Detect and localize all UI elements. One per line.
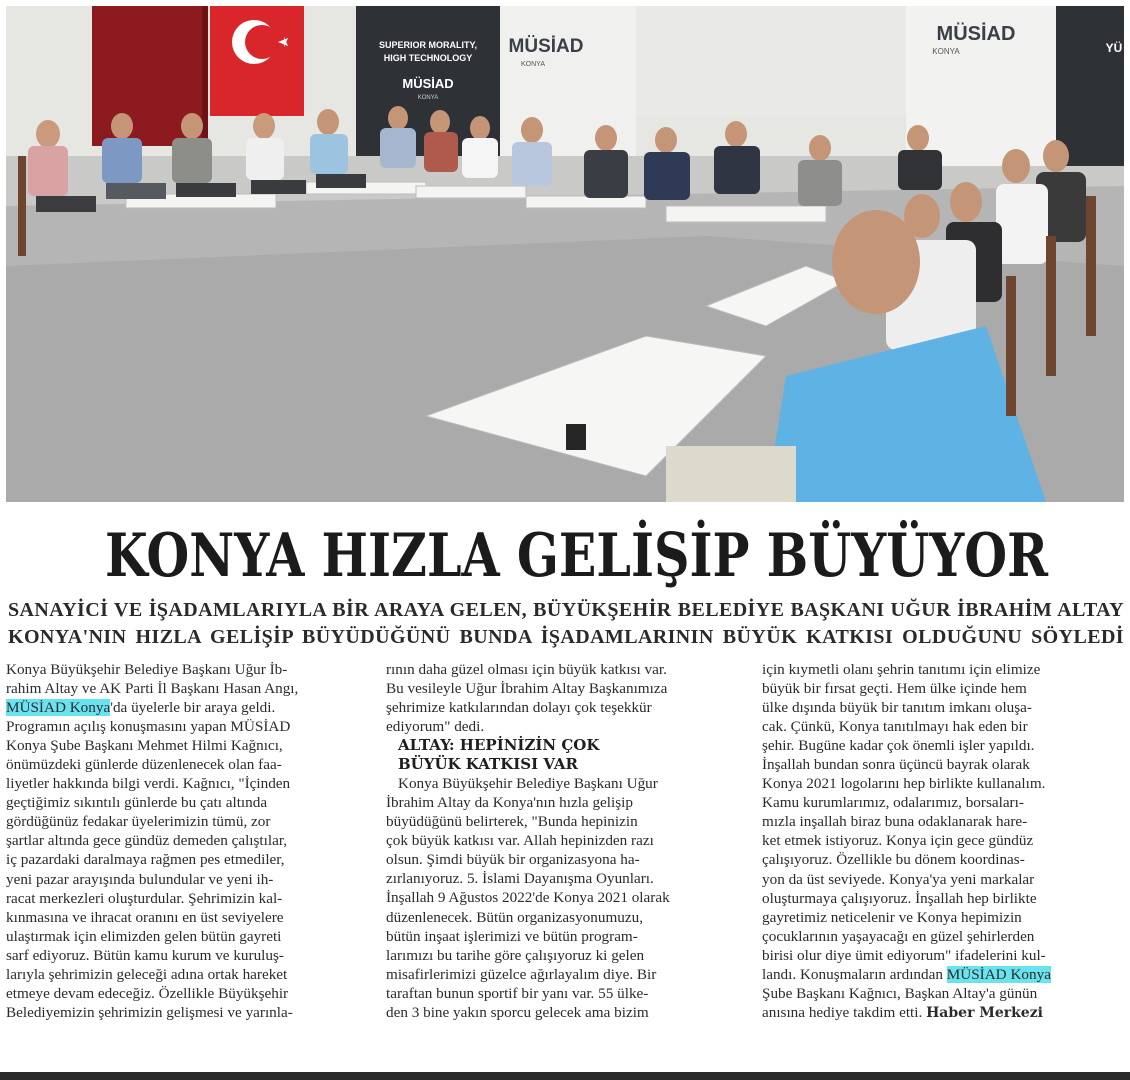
deck-line-1: SANAYİCİ VE İŞADAMLARIYLA BİR ARAYA GELEN, BÜYÜKŞEHİR BELEDİYE BAŞKANI UĞUR İBRAHİM ALTAY [8, 599, 1124, 621]
text-fragment: anısına hediye takdim etti. [762, 1003, 927, 1021]
text-line [6, 698, 370, 717]
text-line: misafirlerimizi güzelce ağırlayalım diye. Bir [386, 965, 657, 983]
text-line: liyetler hakkında bilgi verdi. Kağnıcı, "İçinden [6, 775, 291, 793]
highlighted-org-name: MÜSİAD Konya [6, 699, 111, 717]
wall-logo-right-sub: KONYA [932, 47, 960, 56]
text-line: cak. Çünkü, Konya tanıtılmayı hak eden bir [762, 718, 1028, 736]
text-line: ulaştırmak için elimizden gelen bütün gayreti [6, 927, 282, 945]
text-line: çocuklarının yaşayacağı en güzel şehirlerden [762, 927, 1035, 945]
text-line: şartlar altında gece gündüz demeden çalıştılar, [6, 832, 288, 850]
text-line: larıyla şehrimizin geleceği adına ortak hareket [6, 965, 288, 983]
wall-logo-musiad-sub: KONYA [521, 61, 545, 68]
banner-logo-small: MÜSİAD [402, 76, 454, 91]
text-line: sarf ediyoruz. Bütün kamu kurum ve kuruluş- [6, 946, 284, 964]
text-line [762, 1003, 1126, 1022]
subheading-line-1: ALTAY: HEPİNİZİN ÇOK [398, 736, 600, 755]
text-line: gördüğünüz fedakar üyelerimizin tümü, zor [6, 813, 271, 831]
text-fragment: 'da üyelerle bir araya geldi. [110, 699, 276, 717]
text-line: rahim Altay ve AK Parti İl Başkanı Hasan Angı, [6, 680, 299, 698]
text-line: çok büyük katkısı var. Allah hepinizden razı [386, 832, 654, 850]
wall-logo-musiad: MÜSİAD [508, 36, 584, 57]
text-line: geçtiğimiz sıkıntılı günlerde bu çatı altında [6, 794, 268, 812]
text-line: Konya Büyükşehir Belediye Başkanı Uğur [398, 775, 658, 793]
text-line: İnşallah 9 Ağustos 2022'de Konya 2021 olarak [386, 889, 670, 907]
highlighted-org-name: MÜSİAD Konya [946, 965, 1051, 983]
text-fragment: landı. Konuşmaların ardından [762, 965, 947, 983]
text-line: Bu vesileyle Uğur İbrahim Altay Başkanımıza [386, 680, 668, 698]
text-line: Kamu kurumlarımız, odalarımız, borsaları- [762, 794, 1024, 812]
meeting-photo-illustration [6, 6, 1124, 502]
text-line: racat merkezleri oluşturdular. Şehrimizin kal- [6, 889, 283, 907]
text-line: büyüdüğünü belirterek, "Bunda hepinizin [386, 813, 638, 831]
text-line: Belediyemizin şehrimizin gelişmesi ve yarınla- [6, 1003, 293, 1021]
deck [8, 597, 1124, 651]
text-line: çalışıyoruz. Özellikle bu dönem koordinas- [762, 851, 1025, 869]
article-column-3 [762, 660, 1126, 1022]
article-column-2 [386, 660, 750, 1022]
text-line: Konya 2021 logolarını hep birlikte kullanalım. [762, 775, 1046, 793]
banner-slogan-line-1: SUPERIOR MORALITY, [378, 40, 478, 50]
banner-right-edge-text: YÜ [1105, 41, 1123, 55]
text-line: olsun. Şimdi büyük bir organizasyona ha- [386, 851, 640, 869]
deck-line-2: KONYA'NIN HIZLA GELİŞİP BÜYÜDÜĞÜNÜ BUNDA İŞADAMLARININ BÜYÜK KATKISI OLDUĞUNU SÖYLEDİ [8, 626, 1124, 648]
text-line: kınmasına ve ihracat oranını en üst seviyelere [6, 908, 284, 926]
text-line: birisi olur diye ümit ediyorum" ifadelerini kul- [762, 946, 1046, 964]
text-line: rının daha güzel olması için büyük katkısı var. [386, 661, 667, 678]
text-line: yeni pazar arayışında bulundular ve yeni ih- [6, 870, 274, 888]
wall-logo-right: MÜSİAD [936, 23, 1016, 45]
text-line: oluşturmaya çalışıyoruz. İnşallah hep birlikte [762, 889, 1037, 907]
text-line: gayretimiz neticelenir ve Konya hepimizin [762, 908, 1022, 926]
text-line: ülke dışında büyük bir tanıtım imkanı oluşa- [762, 699, 1032, 717]
text-line: Programın açılış konuşmasını yapan MÜSİAD [6, 718, 291, 736]
text-line: bütün inşaat işlerimizi ve bütün program- [386, 927, 638, 945]
text-line: iç pazardaki daralmaya rağmen pes etmediler, [6, 851, 285, 869]
text-line: İbrahim Altay da Konya'nın hızla gelişip [386, 794, 633, 812]
text-line: ediyorum" dedi. [386, 718, 485, 736]
text-line: yon da üst seviyede. Konya'ya yeni markalar [762, 870, 1035, 888]
text-line: ket etmek istiyoruz. Konya için gece gündüz [762, 832, 1034, 850]
banner-slogan-line-2: HIGH TECHNOLOGY [383, 53, 473, 63]
article-column-1 [6, 660, 370, 1022]
text-line: düzenlenecek. Bütün organizasyonumuzu, [386, 908, 643, 926]
text-line: büyük bir fırsat geçti. Hem ülke içinde hem [762, 680, 1027, 698]
text-line: Şube Başkanı Kağnıcı, Başkan Altay'a günün [762, 984, 1038, 1002]
text-line: etmeye devam edeceğiz. Özellikle Büyükşehir [6, 984, 289, 1002]
text-line: zırlanıyoruz. 5. İslami Dayanışma Oyunları. [386, 870, 654, 888]
headline: KONYA HIZLA GELİŞİP BÜYÜYOR [104, 521, 1049, 591]
text-line: şehrimize katkılarından dolayı çok teşekkür [386, 699, 652, 717]
banner-logo-small-sub: KONYA [417, 95, 439, 101]
bottom-rule [0, 1072, 1130, 1080]
text-line: şehir. Bugüne kadar çok önemli işler yapıldı. [762, 737, 1035, 755]
text-line: taraftan bunun sportif bir yanı var. 55 ülke- [386, 984, 649, 1002]
text-line: için kıymetli olanı şehrin tanıtımı için elimize [762, 661, 1041, 678]
text-line: den 3 bine yakın sporcu gelecek ama bizim [386, 1003, 649, 1021]
text-line: Konya Şube Başkanı Mehmet Hilmi Kağnıcı, [6, 737, 283, 755]
text-line [762, 965, 1126, 984]
text-line: mızla inşallah biraz buna odaklanarak hare- [762, 813, 1028, 831]
text-line: İnşallah bundan sonra üçüncü bayrak olarak [762, 756, 1030, 774]
news-photo [6, 6, 1124, 502]
text-line: larımızı bu tarihe göre çalışıyoruz ki gelen [386, 946, 645, 964]
text-line: önümüzdeki günlerde düzenlenecek olan faa- [6, 756, 282, 774]
text-line: Konya Büyükşehir Belediye Başkanı Uğur İb- [6, 661, 288, 678]
subheading-line-2: BÜYÜK KATKISI VAR [398, 755, 578, 774]
byline: Haber Merkezi [926, 1004, 1043, 1021]
